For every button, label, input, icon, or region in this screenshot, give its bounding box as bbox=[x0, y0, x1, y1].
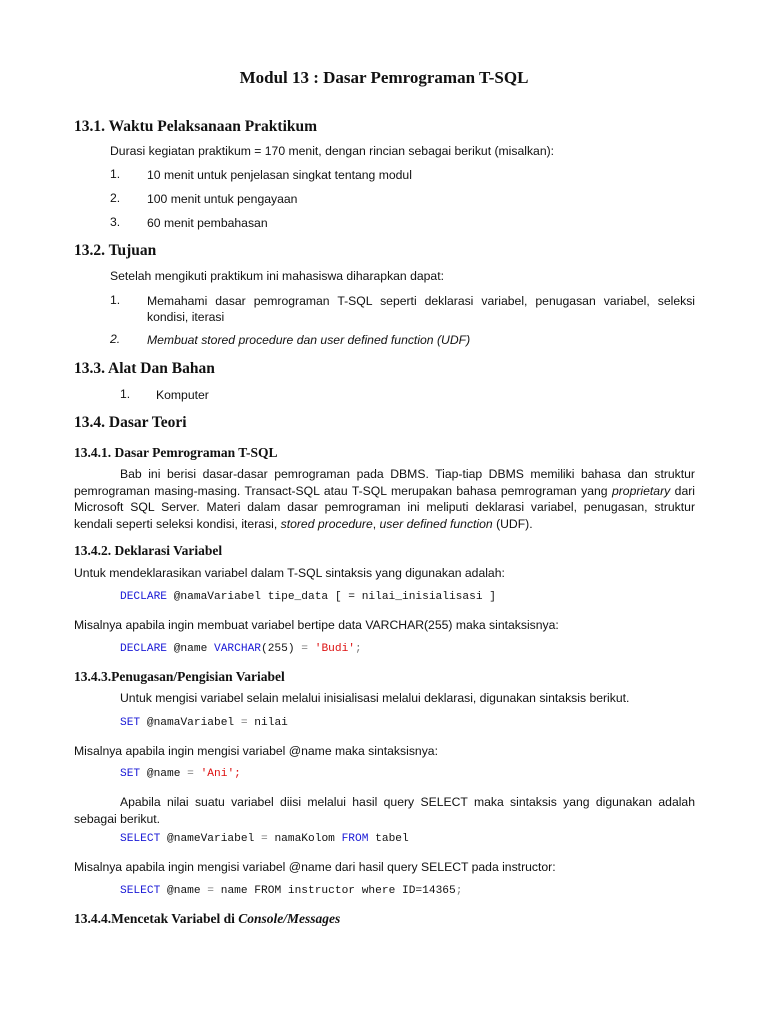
code-snippet: SET @name = 'Ani'; bbox=[120, 768, 241, 780]
list-item: 100 menit untuk pengayaan bbox=[147, 192, 298, 206]
list-number: 2. bbox=[110, 332, 121, 346]
subsection-13-4-3-paragraph: Apabila nilai suatu variabel diisi melalui hasil query SELECT maka sintaksis yang digunakan adalah sebagai berikut. bbox=[74, 795, 695, 826]
subsection-13-4-3-paragraph: Misalnya apabila ingin mengisi variabel @name dari hasil query SELECT pada instructor: bbox=[74, 860, 556, 874]
list-item: 10 menit untuk penjelasan singkat tentang modul bbox=[147, 168, 412, 182]
section-heading-13-4: 13.4. Dasar Teori bbox=[74, 414, 187, 431]
section-heading-13-1: 13.1. Waktu Pelaksanaan Praktikum bbox=[74, 118, 318, 135]
subsection-13-4-2-paragraph: Misalnya apabila ingin membuat variabel bertipe data VARCHAR(255) maka sintaksisnya: bbox=[74, 618, 559, 632]
code-snippet: SELECT @nameVariabel = namaKolom FROM tabel bbox=[120, 833, 409, 845]
code-snippet: DECLARE @name VARCHAR(255) = 'Budi'; bbox=[120, 643, 362, 655]
list-item: Komputer bbox=[156, 388, 209, 402]
list-number: 3. bbox=[110, 215, 121, 229]
subsection-heading-13-4-3: 13.4.3.Penugasan/Pengisian Variabel bbox=[74, 669, 285, 684]
subsection-13-4-3-paragraph: Misalnya apabila ingin mengisi variabel @name maka sintaksisnya: bbox=[74, 744, 438, 758]
list-item: 60 menit pembahasan bbox=[147, 216, 268, 230]
section-heading-13-2: 13.2. Tujuan bbox=[74, 242, 157, 259]
section-heading-13-3: 13.3. Alat Dan Bahan bbox=[74, 360, 215, 377]
code-snippet: SET @namaVariabel = nilai bbox=[120, 717, 288, 729]
list-item: Memahami dasar pemrograman T-SQL seperti deklarasi variabel, penugasan variabel, seleksi kondisi, iterasi bbox=[147, 294, 695, 324]
subsection-13-4-1-paragraph: Bab ini berisi dasar-dasar pemrograman pada DBMS. Tiap-tiap DBMS memiliki bahasa dan struktur pemrograman masing-masing. Transact-SQL atau T-SQL merupakan bahasa pemrograman yang proprietary dari Microsoft SQL Server. Materi dalam dasar pemrograman ini meliputi deklarasi variabel, penugasan, struktur kendali seperti seleksi kondisi, iterasi, stored procedure, user defined function (UDF). bbox=[74, 467, 695, 531]
subsection-heading-13-4-1: 13.4.1. Dasar Pemrograman T-SQL bbox=[74, 445, 278, 460]
list-number: 1. bbox=[110, 293, 121, 307]
list-item: Membuat stored procedure dan user defined function (UDF) bbox=[147, 333, 471, 347]
list-number: 1. bbox=[120, 387, 131, 401]
subsection-heading-13-4-4: 13.4.4.Mencetak Variabel di Console/Messages bbox=[74, 911, 341, 926]
section-13-1-intro: Durasi kegiatan praktikum = 170 menit, dengan rincian sebagai berikut (misalkan): bbox=[110, 144, 555, 158]
subsection-13-4-3-paragraph: Untuk mengisi variabel selain melalui inisialisasi melalui deklarasi, digunakan sintaksis berikut. bbox=[120, 691, 630, 705]
subsection-heading-13-4-2: 13.4.2. Deklarasi Variabel bbox=[74, 543, 223, 558]
section-13-2-intro: Setelah mengikuti praktikum ini mahasiswa diharapkan dapat: bbox=[110, 269, 444, 283]
list-number: 2. bbox=[110, 191, 121, 205]
page-title: Modul 13 : Dasar Pemrograman T-SQL bbox=[239, 68, 529, 87]
subsection-13-4-2-paragraph: Untuk mendeklarasikan variabel dalam T-SQL sintaksis yang digunakan adalah: bbox=[74, 566, 505, 580]
list-number: 1. bbox=[110, 167, 121, 181]
code-snippet: DECLARE @namaVariabel tipe_data [ = nilai_inisialisasi ] bbox=[120, 591, 496, 603]
code-snippet: SELECT @name = name FROM instructor where ID=14365; bbox=[120, 885, 463, 897]
